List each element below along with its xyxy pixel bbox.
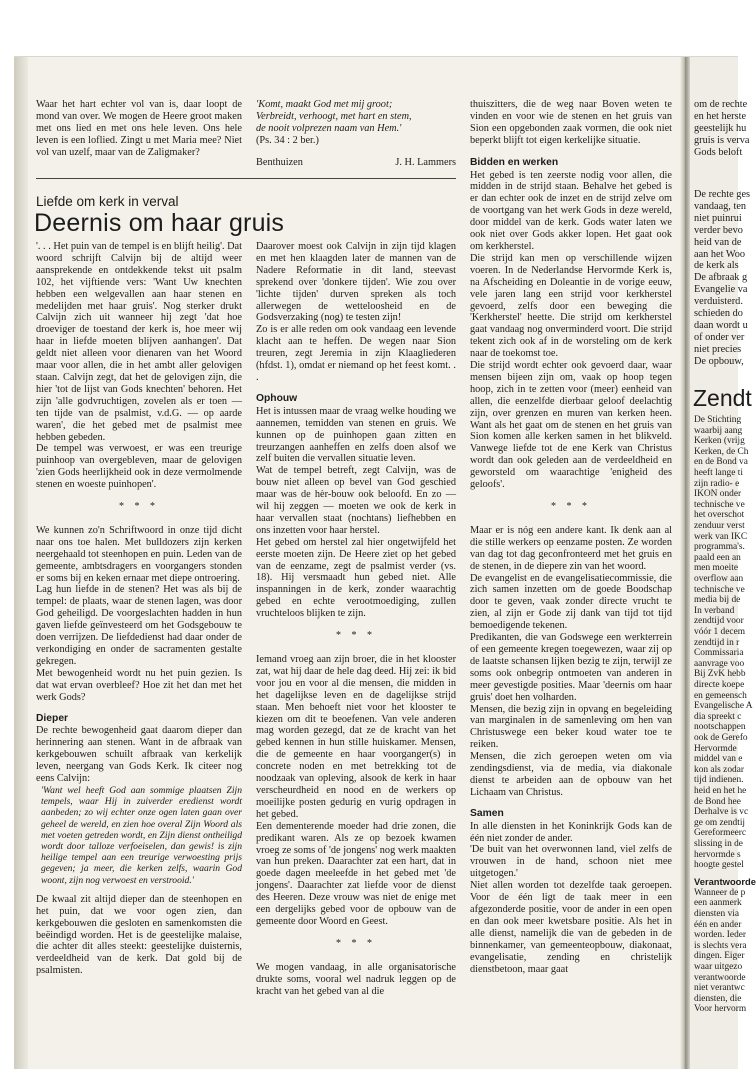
next-page-line: aanvrage voo xyxy=(694,658,745,669)
paragraph: Met bewogenheid wordt nu het puin gezien. Is dat wat ervan overbleef? Hoe zit het dan met het werk Gods? xyxy=(36,667,242,703)
next-page-line: werk van IKC xyxy=(694,531,748,542)
next-page-line: media bij de xyxy=(694,595,741,606)
next-page-line: gruis is verva xyxy=(694,134,750,146)
paragraph: thuiszitters, die de weg naar Boven weten te vinden en voor wie de stenen en het gruis van Sion een opgebonden zaak vormen, die ook niet beperkt blijft tot eigen kerkelijke situatie. xyxy=(470,99,672,146)
next-page-line: het overschot xyxy=(694,510,745,521)
next-page-line: nootschappen xyxy=(694,722,746,733)
paragraph: Het gebed om herstel zal hier ongetwijfeld het eerste moeten zijn. De Heere ziet op het gebed van de eenzame, zegt de psalmist verder (vs. 18). Hij versmaadt hun gebed niet. Alle inspanningen in de kerk, zonder waarachtig gebed en echte verootmoediging, zullen vruchteloos blijken te zijn. xyxy=(256,536,456,620)
previous-article-left-column xyxy=(36,99,242,159)
subheading-bidden-en-werken: Bidden en werken xyxy=(470,156,559,168)
next-page-line: Evangelie va xyxy=(694,284,748,296)
next-page-line: Bij ZvK hebb xyxy=(694,669,746,680)
next-page-line: Kerken, de Ch xyxy=(694,446,749,457)
next-page-line: aan het Woo xyxy=(694,248,746,260)
paragraph: Niet allen worden tot dezelfde taak geroepen. Voor de één ligt de taak meer in een afgezonderde positie, voor de ander in een open en dan ook meer kwetsbare positie. Als het in alle dienst, namelijk die van de gebeden in de binnenkamer, van gemeenteopbouw, diakonaat, evangelisatie, zending en christelijk dienstbetoon, maar gaat xyxy=(470,880,672,975)
subheading-samen: Samen xyxy=(470,807,504,819)
article-headline: Deernis om haar gruis xyxy=(34,209,285,237)
article-column-2 xyxy=(256,241,456,997)
paragraph: Lag hun liefde in de stenen? Het was als bij de tempel: de plaats, waar de stenen lagen, was door God geheiligd. De voorgeslachten hadden in hun gaven liefde geïnvesteerd om het Godsgebouw te doen verrijzen. De liefdedienst had daar onder de verkondiging en onder de sacramenten gestalte gekregen. xyxy=(36,584,242,667)
next-page-line: niet precies xyxy=(694,343,742,355)
section-stars: * * * xyxy=(551,501,591,512)
next-page-line: De Stichting xyxy=(694,415,742,425)
paragraph: We kunnen zo'n Schriftwoord in onze tijd dicht naar ons toe halen. Met bulldozers zijn kerken neergehaald tot steenhopen en puin. Leden van de gemeente, ambtsdragers en voorgangers stonden er soms bij en keken ernaar met diepe ontroering. xyxy=(36,524,242,584)
next-page-line: en gemeensch xyxy=(694,690,747,701)
next-page-line: Derhalve is vc xyxy=(694,807,749,818)
subheading-dieper: Dieper xyxy=(36,712,69,724)
next-page-line: ge om zendtij xyxy=(694,817,746,828)
next-page-line: diensten via xyxy=(694,909,740,919)
next-page-line: Gereformeerc xyxy=(694,828,747,839)
next-page-line: Evangelische A xyxy=(694,701,753,712)
next-page-line: technische ve xyxy=(694,499,745,510)
next-page-line: ook de Gerefo xyxy=(694,733,748,743)
next-page-line: De rechte ges xyxy=(694,189,751,200)
article-column-1 xyxy=(36,241,242,977)
section-stars: * * * xyxy=(336,937,376,949)
next-page-clipped xyxy=(690,57,756,1069)
next-page-line: geestelijk hu xyxy=(694,122,747,134)
next-page-line: zendtijd in r xyxy=(694,637,740,648)
section-stars: * * * xyxy=(119,501,159,513)
next-page-line: directe koepe xyxy=(694,680,745,690)
next-page-line: De afbraak g xyxy=(694,272,748,284)
next-page-line: of onder ver xyxy=(694,331,745,343)
next-page-line: heid en het he xyxy=(694,786,747,796)
paragraph: 'De buit van het overwonnen land, viel zelfs de vrouwen in de hand, schoon niet mee uitgetogen.' xyxy=(470,844,672,880)
next-page-line: kon als zodar xyxy=(694,764,744,775)
next-page-line: Kerken (vrijg xyxy=(694,436,745,447)
section-stars: * * * xyxy=(336,630,376,642)
next-page-line: daan wordt u xyxy=(694,319,748,331)
next-page-line: diensten, die xyxy=(694,993,742,1004)
next-page-line: vandaag, ten xyxy=(694,200,747,212)
next-page-line: zendtijd voor xyxy=(694,616,744,627)
next-page-line: verantwoorde xyxy=(694,972,746,983)
next-page-line: Commissaria xyxy=(694,648,744,659)
signature-author: J. H. Lammers xyxy=(395,156,456,168)
paragraph: In alle diensten in het Koninkrijk Gods kan de één niet zonder de ander. xyxy=(470,820,672,844)
next-page-line: zenduur verst xyxy=(694,521,745,531)
next-page-line: hoogte gestel xyxy=(694,860,744,871)
previous-article-quote-column xyxy=(256,99,456,169)
paragraph: Het is intussen maar de vraag welke houding we aannemen, temidden van stenen en gruis. We kunnen op de puinhopen gaan zitten en treurzangen aanheffen en zelfs doen alsof we zelf buiten die vervallen situatie leven. xyxy=(256,405,456,465)
subheading-ophouw: Ophouw xyxy=(256,392,298,404)
next-page-line: en de Bond va xyxy=(694,457,748,468)
paragraph: Daarover moest ook Calvijn in zijn tijd klagen en met hen klaagden later de mannen van de Nadere Reformatie in dit land, steevast sprekend over 'donkere tijden'. Wie zou over 'lichte tijden' durven spreken als toch allerwegen de wetteloosheid en de Godsverzaking (nog) te testen zijn! xyxy=(256,241,456,324)
paragraph: Een dementerende moeder had drie zonen, die predikant waren. Als ze op bezoek kwamen vroeg ze soms of 'de jongens' nog werk maakten van hun preken. Daarachter zat een hart, dat in goede dagen meeleefde in het gebed met 'de jongens'. Daarachter zat liefde voor de dienst des Heeren. Deze vrouw was niet de enige met een dergelijks gebed voor de opbouw van de gemeente door Woord en Geest. xyxy=(256,820,456,927)
newspaper-page xyxy=(14,56,756,1069)
next-page-line: schieden do xyxy=(694,308,743,319)
next-page-line: hervormde s xyxy=(694,849,741,860)
next-page-subheading: Verantwoorde xyxy=(694,875,756,887)
next-page-line: is slechts vera xyxy=(694,940,747,951)
next-page-line: programma's. xyxy=(694,542,745,553)
paragraph: '. . . Het puin van de tempel is en blijft heilig'. Dat woord schrijft Calvijn bij de altijd weer aansprekende en ontdekkende tekst uit psalm 102, het vijftiende vers: 'Want Uw knechten hebben een welgevallen aan haar stenen en medelijden met haar gruis'. Nog sterker drukt Calvijn zich uit wanneer hij zegt 'dat hoe droeviger de toestand der kerk is, hoe meer wij haar in liefde moeten blijven aanhangen'. Dat geldt niet alleen voor dienaren van het Woord maar voor allen, die in het ambt aller gelovigen staan. Calvijn zegt, dat het de gelovigen zijn, die hier 'tot de lijst van Gods knechten' behoren. Het zijn 'alle godvruchtigen, zovelen als er toen — ten tijde van de psalmist, v.d.G. — op aarde waren', die het gebed met de psalmist mee hebben gebeden. xyxy=(36,241,242,443)
next-page-line: dingen. Eiger xyxy=(694,951,745,962)
paragraph: De rechte bewogenheid gaat daarom dieper dan herinnering aan stenen. Want in de afbraak van kerkgebouwen schuilt afbraak van kerkelijk leven, neergang van Gods Kerk. Ik citeer nog eens Calvijn: xyxy=(36,725,242,785)
paragraph: Zo is er alle reden om ook vandaag een levende klacht aan te heffen. De wegen naar Sion treuren, zegt Jeremia in zijn Klaagliederen (hfdst. 1), omdat er niemand op het feest komt. . . xyxy=(256,324,456,383)
next-page-line: Voor hervorm xyxy=(694,1004,747,1015)
paragraph: Die strijd wordt echter ook gevoerd daar, waar mensen bijeen zijn om, vaak op hoop tegen hoop, zich in te zetten voor (meer) eenheid van allen, die eenzelfde dierbaar geloof deelachtig zijn, over grenzen en muren van kerken heen. Want als het gaat om de stenen en het gruis van Sion komen alle kerken samen in het blikveld. Vanwege liefde tot de ene Kerk van Christus wordt dan ook geleden aan de verdeeldheid en geworsteld om waarachtige 'enigheid des geloofs'. xyxy=(470,360,672,491)
next-page-line: heeft lange ti xyxy=(694,468,743,478)
next-page-line: om de rechte xyxy=(694,99,748,110)
next-page-line: slissing in de xyxy=(694,839,743,849)
signature-place: Benthuizen xyxy=(256,156,303,168)
next-page-line: de Bond hee xyxy=(694,796,741,807)
paragraph: De evangelist en de evangelisatiecommissie, die zich samen inzetten om de goede Boodschap door te geven, vaak zonder directe vrucht te zien, al zijn er Gode zij dank van tijd tot tijd bemoedigende tekenen. xyxy=(470,572,672,632)
next-page-line: een aanmerk xyxy=(694,898,742,909)
paragraph: Mensen, die bezig zijn in opvang en begeleiding van marginalen in de samenleving om hen van Christuswege een beker koud water toe te reiken. xyxy=(470,703,672,751)
next-page-line: vóór 1 decem xyxy=(694,627,746,637)
next-page-line: waarbij aang xyxy=(694,425,743,436)
next-page-line: verder bevo xyxy=(694,224,743,236)
page-fold-gutter xyxy=(680,57,690,1069)
next-page-line: De opbouw, xyxy=(694,355,744,367)
paragraph: Wat de tempel betreft, zegt Calvijn, was de bouw niet alleen op bevel van God geschied maar was de hèr-bouw ook beloofd. En zo — wil hij zeggen — moeten we ook de kerk in haar vervallen staat (nochtans) liefhebben en ons inzetten voor haar herstel. xyxy=(256,465,456,536)
paragraph: De tempel was verwoest, er was een treurige puinhoop van overgebleven, maar de gelovigen 'zien Gods heerlijkheid ook in deze vermolmende stenen en woeste puinhopen'. xyxy=(36,443,242,491)
next-page-line: paald een an xyxy=(694,552,741,563)
article-kicker: Liefde om kerk in verval xyxy=(36,194,179,209)
paragraph: We mogen vandaag, in alle organisatorische drukte soms, vooral wel nadruk leggen op de kracht van het gebed van al die xyxy=(256,961,456,997)
paragraph: Het gebed is ten zeerste nodig voor allen, die midden in de strijd staan. Behalve het gebed is er dan echter ook de inzet en de strijd zelve om de voortgang van het werk Gods in deze wereld, door middel van de kerk. Gods water laten we ook niet over Gods akker lopen. Het gaat ook om kerkherstel. xyxy=(470,169,672,252)
signature-line xyxy=(256,157,456,169)
psalm-quote-line-2: Verbreidt, verhoogt, met hart en stem, xyxy=(256,110,412,122)
next-page-line: men moeite xyxy=(694,563,738,574)
paragraph: Predikanten, die van Godswege een werkterrein of een gemeente kregen toegewezen, waar zij op de laatste schansen lijken bezig te zijn, terwijl ze soms ook onbegrip ontmoeten van anderen in meer gevestigde posities. Maar 'deernis om haar gruis' doet hen volharden. xyxy=(470,632,672,703)
next-page-line: middel van e xyxy=(694,754,743,765)
next-page-line: heid van de xyxy=(694,236,742,248)
psalm-quote-line-1: 'Komt, maakt God met mij groot; xyxy=(256,99,393,110)
next-page-line: overflow aan xyxy=(694,574,744,584)
paragraph: Mensen, die zich geroepen weten om via zendingsdienst, via de media, via diakonale dienst te arbeiden aan de opbouw van het Lichaam van Christus. xyxy=(470,751,672,798)
next-page-line: Gods beloft xyxy=(694,146,743,158)
calvijn-quote: 'Want wel heeft God aan sommige plaatsen Zijn tempels, waar Hij in zuiverder eredienst wordt aanbeden; zo wij echter onze ogen laten gaan over geheel de wereld, en zien hoe overal Zijn Woord als met voeten getreden wordt, en Zijn dienst ontheiligd wordt door talloze verfoeiselen, dan gewis! is zijn heilige tempel aan een treurige verwoesting prijs gegeven; ja meer, die kerken zelfs, waarin God woont, zijn nog verwoest en verstrooid.' xyxy=(41,784,242,886)
article-column-3 xyxy=(470,99,672,975)
next-page-line: tijd indienen. xyxy=(694,775,744,786)
next-page-line: dia spreekt c xyxy=(694,711,742,722)
previous-article-text: Waar het hart echter vol van is, daar loopt de mond van over. We mogen de Heere groot maken met ons lied en met ons hele leven. Ons hele leven is een loflied. Zingt u met Maria mee? Niet vol van uzelf, maar van de Zaligmaker? xyxy=(36,99,242,158)
next-page-headline: Zendt xyxy=(693,385,752,411)
next-page-line: niet verantwc xyxy=(694,983,745,994)
section-divider xyxy=(36,178,456,179)
paragraph: Iemand vroeg aan zijn broer, die in het klooster zat, wat hij daar de hele dag deed. Hij zei: ik bid voor jou en voor al die mensen, die midden in het dagelijkse leven en de dagelijkse strijd staan. Men behoeft niet voor het klooster te kiezen om dit te beoefenen. Van vele anderen mag worden gezegd, dat ze de kracht van het gebed kennen in hun stille huiskamer. Mensen, die de gemeente en haar voorganger(s) in concrete noden en met betrekking tot de noodzaak van opleving, alsook de kerk in haar verscheurdheid en nood en de werkers op moeilijke posten gedurig en vurig opdragen in het gebed. xyxy=(256,654,456,820)
next-page-line: waar uitgezo xyxy=(694,962,743,972)
next-page-line: verduisterd. xyxy=(694,296,743,308)
page-spine-shadow xyxy=(14,57,28,1069)
next-page-line: één en ander xyxy=(694,919,742,930)
next-page-line: zijn radio- e xyxy=(694,478,740,489)
psalm-quote-reference: (Ps. 34 : 2 ber.) xyxy=(256,134,319,146)
paragraph: Die strijd kan men op verschillende wijzen voeren. In de Nederlandse Hervormde Kerk is, na Afscheiding en Doleantie in de vorige eeuw, vele jaren lang een strijd voor kerkherstel gevoerd, zelfs door een beweging die 'Kerkherstel' heette. Die strijd om kerkherstel gaat vandaag nog onverminderd voort. Die strijd tekent zich ook af in de worsteling om de kerk naar de toekomst toe. xyxy=(470,252,672,360)
psalm-quote-line-3: de nooit volprezen naam van Hem.' xyxy=(256,122,402,134)
next-page-line: Wanneer de p xyxy=(694,887,746,898)
next-page-line: In verband xyxy=(694,605,735,616)
next-page-line: IKON onder xyxy=(694,489,742,500)
paragraph: Maar er is nóg een andere kant. Ik denk aan al die stille werkers op eenzame posten. Ze worden van dag tot dag geconfronteerd met het gruis en de stenen, in de diepere zin van het woord. xyxy=(470,524,672,572)
next-page-line: technische ve xyxy=(694,584,745,595)
next-page-line: de kerk als xyxy=(694,260,739,272)
next-page-line: worden. Ieder xyxy=(694,930,747,941)
next-page-line: en het herste xyxy=(694,110,747,122)
next-page-line: niet puinrui xyxy=(694,212,742,224)
paragraph: De kwaal zit altijd dieper dan de steenhopen en het puin, dat we voor ogen zien, dan kerkgebouwen die gesloten en samenkomsten die beëindigd worden. Het is de geestelijke malaise, die achter dit alles steekt: geestelijke duisternis, verdeeldheid van de kerk. Dat gold bij de psalmisten. xyxy=(36,893,242,977)
next-page-line: Hervormde xyxy=(694,743,737,754)
